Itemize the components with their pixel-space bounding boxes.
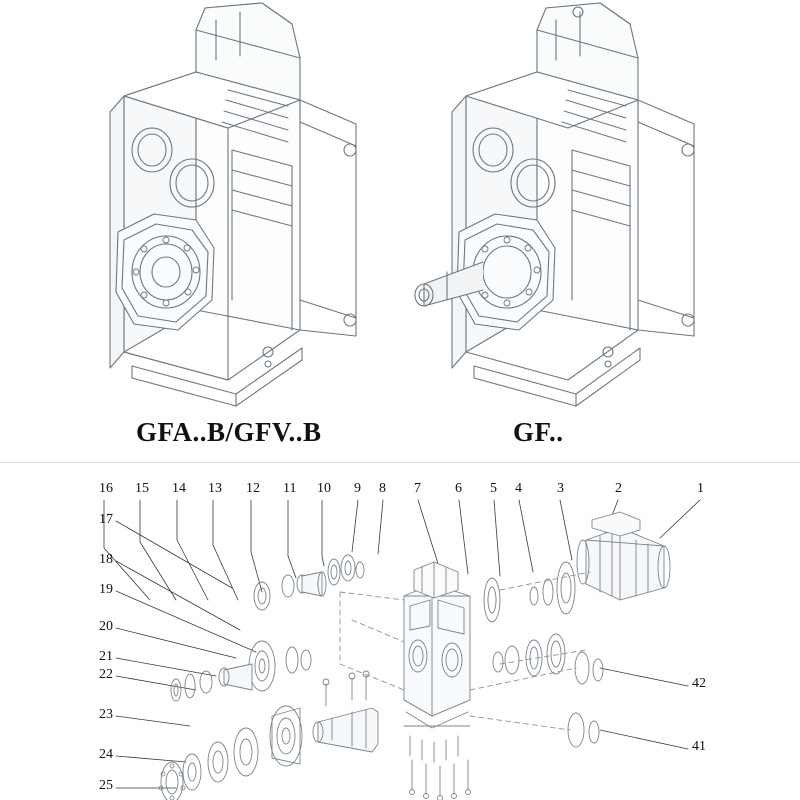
- callout-6: 6: [455, 481, 462, 496]
- callout-17: 17: [99, 512, 113, 527]
- callout-14: 14: [172, 481, 186, 496]
- callout-41: 41: [692, 739, 706, 754]
- callout-23: 23: [99, 707, 113, 722]
- callout-19: 19: [99, 582, 113, 597]
- callout-11: 11: [283, 481, 297, 496]
- caption-right-view: GF..: [513, 417, 564, 447]
- callout-21: 21: [99, 649, 113, 664]
- callout-15: 15: [135, 481, 149, 496]
- callout-13: 13: [208, 481, 222, 496]
- callout-10: 10: [317, 481, 331, 496]
- callout-42: 42: [692, 676, 706, 691]
- callout-3: 3: [557, 481, 564, 496]
- callout-20: 20: [99, 619, 113, 634]
- callout-5: 5: [490, 481, 497, 496]
- callout-4: 4: [515, 481, 522, 496]
- callout-16: 16: [99, 481, 113, 496]
- callout-7: 7: [414, 481, 421, 496]
- callout-8: 8: [379, 481, 386, 496]
- callout-22: 22: [99, 667, 113, 682]
- callout-9: 9: [354, 481, 361, 496]
- callout-1: 1: [697, 481, 704, 496]
- callout-2: 2: [615, 481, 622, 496]
- caption-left-view: GFA..B/GFV..B: [136, 417, 322, 447]
- callout-12: 12: [246, 481, 260, 496]
- callout-24: 24: [99, 747, 113, 762]
- callout-25: 25: [99, 778, 113, 793]
- callout-18: 18: [99, 552, 113, 567]
